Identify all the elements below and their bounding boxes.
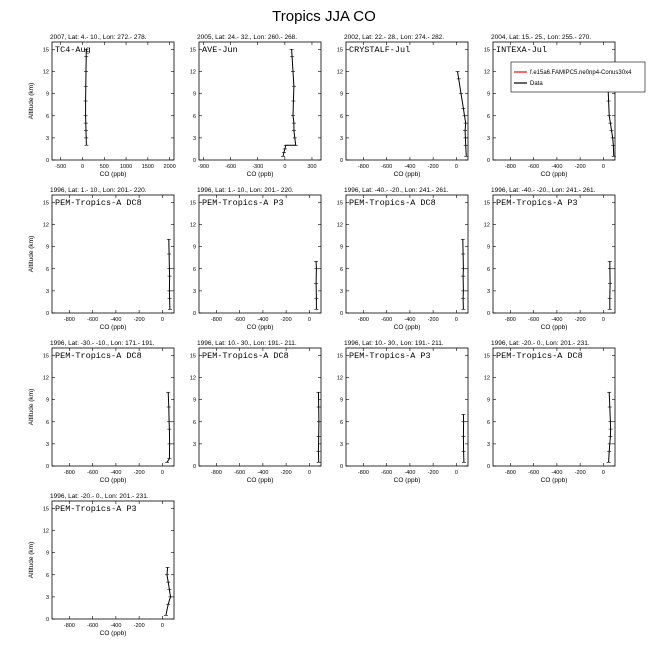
- y-tick-label: 9: [486, 244, 490, 251]
- y-tick-label: 9: [339, 91, 343, 98]
- x-tick-label: -600: [87, 623, 99, 629]
- x-tick-label: -800: [63, 470, 75, 476]
- y-tick-label: 12: [483, 375, 490, 382]
- y-tick-label: 15: [483, 353, 490, 360]
- legend-model-label: f.e15a6.FAMIPC5.ne0np4-Conus30x4: [530, 70, 632, 76]
- y-tick-label: 0: [192, 464, 196, 470]
- y-axis-label: Altitude (km): [28, 82, 35, 120]
- y-tick-label: 3: [486, 288, 490, 295]
- x-tick-label: 0: [80, 164, 85, 170]
- x-tick-label: -200: [574, 164, 586, 170]
- campaign-label: PEM-Tropics-A P3: [349, 351, 431, 361]
- x-tick-label: 1000: [119, 164, 133, 170]
- plot-frame: [52, 195, 174, 313]
- x-tick-label: -400: [404, 470, 416, 476]
- y-tick-label: 9: [192, 91, 196, 98]
- x-axis-label: CO (ppb): [393, 324, 421, 331]
- x-tick-label: -400: [404, 164, 416, 170]
- y-tick-label: 6: [192, 419, 196, 426]
- plot-frame: [493, 195, 615, 313]
- x-tick-label: 0: [307, 470, 311, 476]
- y-tick-label: 6: [339, 266, 343, 273]
- x-tick-label: -400: [110, 317, 122, 323]
- y-tick-label: 15: [189, 200, 196, 207]
- y-tick-label: 12: [42, 528, 49, 535]
- x-tick-label: 500: [99, 164, 109, 170]
- campaign-label: AVE-Jun: [202, 45, 238, 55]
- panel-title: 2005, Lat: 24.- 32., Lon: 260.- 268.: [197, 34, 298, 41]
- y-tick-label: 3: [45, 135, 49, 142]
- x-tick-label: 2000: [163, 164, 176, 170]
- obs-profile-line: [169, 239, 170, 309]
- campaign-label: INTEXA-Jul: [496, 45, 548, 55]
- y-tick-label: 6: [45, 113, 49, 120]
- x-axis-label: CO (ppb): [99, 324, 127, 331]
- x-tick-label: -200: [574, 470, 586, 476]
- x-tick-label: -800: [210, 470, 222, 476]
- y-tick-label: 6: [486, 113, 490, 120]
- x-tick-label: -200: [427, 470, 439, 476]
- x-tick-label: -200: [280, 470, 292, 476]
- panel-title: 2007, Lat: 4.- 10., Lon: 272.- 278.: [50, 34, 147, 41]
- y-tick-label: 9: [45, 244, 49, 251]
- y-tick-label: 0: [339, 158, 343, 164]
- x-tick-label: 0: [601, 470, 605, 476]
- y-tick-label: 15: [336, 200, 343, 207]
- y-tick-label: 3: [45, 594, 49, 601]
- x-tick-label: 0: [307, 317, 311, 323]
- x-tick-label: -900: [198, 164, 210, 170]
- y-tick-label: 9: [192, 244, 196, 251]
- y-tick-label: 9: [486, 397, 490, 404]
- x-tick-label: -800: [504, 470, 516, 476]
- y-axis-label: Altitude (km): [28, 541, 35, 579]
- legend-data-label: Data: [530, 81, 543, 87]
- x-tick-label: -800: [210, 317, 222, 323]
- panel-title: 1996, Lat: -30.- -10., Lon: 171.- 191.: [50, 340, 155, 347]
- x-tick-label: -600: [234, 470, 246, 476]
- panel-title: 1996, Lat: -20.- 0., Lon: 201.- 231.: [50, 493, 149, 500]
- y-tick-label: 6: [45, 266, 49, 273]
- plot-frame: [52, 42, 174, 160]
- obs-profile-line: [86, 49, 87, 145]
- figure-title: Tropics JJA CO: [272, 8, 376, 25]
- x-axis-label: CO (ppb): [540, 324, 568, 331]
- x-tick-label: -600: [528, 164, 540, 170]
- x-axis-label: CO (ppb): [393, 477, 421, 484]
- x-axis-label: CO (ppb): [246, 324, 274, 331]
- x-tick-label: -400: [551, 164, 563, 170]
- x-axis-label: CO (ppb): [393, 171, 421, 178]
- y-tick-label: 0: [45, 311, 49, 317]
- x-tick-label: -800: [357, 164, 369, 170]
- x-tick-label: 0: [454, 164, 458, 170]
- x-tick-label: 0: [454, 470, 458, 476]
- y-tick-label: 12: [483, 69, 490, 76]
- x-axis-label: CO (ppb): [99, 171, 127, 178]
- campaign-label: PEM-Tropics-A P3: [496, 198, 578, 208]
- x-tick-label: 1500: [141, 164, 154, 170]
- y-tick-label: 0: [486, 464, 490, 470]
- y-tick-label: 12: [336, 375, 343, 382]
- y-tick-label: 12: [189, 222, 196, 229]
- x-tick-label: -800: [63, 317, 75, 323]
- y-tick-label: 6: [192, 113, 196, 120]
- y-tick-label: 0: [339, 311, 343, 317]
- x-tick-label: -800: [357, 470, 369, 476]
- plot-frame: [346, 42, 468, 160]
- y-tick-label: 15: [42, 353, 49, 360]
- x-tick-label: 0: [160, 623, 164, 629]
- y-tick-label: 12: [189, 375, 196, 382]
- x-tick-label: 300: [307, 164, 317, 170]
- panel-title: 1996, Lat: -40.- -20., Lon: 241.- 261.: [491, 187, 596, 194]
- plot-frame: [493, 42, 615, 160]
- x-tick-label: -600: [87, 317, 99, 323]
- x-axis-label: CO (ppb): [246, 477, 274, 484]
- y-tick-label: 12: [336, 69, 343, 76]
- x-tick-label: 0: [454, 317, 458, 323]
- x-tick-label: -800: [504, 164, 516, 170]
- x-tick-label: 0: [160, 470, 164, 476]
- x-tick-label: -400: [110, 470, 122, 476]
- y-tick-label: 15: [42, 200, 49, 207]
- x-tick-label: -600: [528, 317, 540, 323]
- x-tick-label: -600: [381, 470, 393, 476]
- y-tick-label: 3: [45, 441, 49, 448]
- y-tick-label: 12: [42, 69, 49, 76]
- y-tick-label: 3: [192, 135, 196, 142]
- x-tick-label: -200: [133, 470, 145, 476]
- plot-frame: [493, 348, 615, 466]
- x-tick-label: -600: [381, 317, 393, 323]
- x-tick-label: -200: [280, 317, 292, 323]
- y-tick-label: 9: [45, 397, 49, 404]
- y-tick-label: 15: [42, 506, 49, 513]
- obs-profile-line: [463, 239, 464, 309]
- x-tick-label: -400: [551, 317, 563, 323]
- y-tick-label: 9: [192, 397, 196, 404]
- x-axis-label: CO (ppb): [246, 171, 274, 178]
- plot-frame: [346, 348, 468, 466]
- y-tick-label: 6: [45, 572, 49, 579]
- y-tick-label: 6: [192, 266, 196, 273]
- x-tick-label: -200: [574, 317, 586, 323]
- y-tick-label: 0: [192, 311, 196, 317]
- y-tick-label: 3: [192, 288, 196, 295]
- x-tick-label: -800: [504, 317, 516, 323]
- y-tick-label: 0: [45, 158, 49, 164]
- y-tick-label: 3: [486, 441, 490, 448]
- y-tick-label: 9: [339, 397, 343, 404]
- x-tick-label: 0: [283, 164, 287, 170]
- x-tick-label: -400: [110, 623, 122, 629]
- x-tick-label: -200: [133, 317, 145, 323]
- x-tick-label: -400: [257, 470, 269, 476]
- panel-title: 1996, Lat: -40.- -20., Lon: 241.- 261.: [344, 187, 449, 194]
- x-tick-label: -200: [427, 317, 439, 323]
- y-tick-label: 9: [45, 91, 49, 98]
- panel-title: 1996, Lat: 1.- 10., Lon: 201.- 220.: [197, 187, 294, 194]
- y-tick-label: 3: [339, 135, 343, 142]
- obs-profile-line: [609, 392, 611, 462]
- x-tick-label: -800: [357, 317, 369, 323]
- x-tick-label: -600: [528, 470, 540, 476]
- x-tick-label: -400: [404, 317, 416, 323]
- obs-profile-line: [318, 392, 319, 462]
- y-tick-label: 12: [42, 222, 49, 229]
- campaign-label: PEM-Tropics-A P3: [202, 198, 284, 208]
- y-tick-label: 3: [45, 288, 49, 295]
- campaign-label: PEM-Tropics-A DC8: [202, 351, 289, 361]
- panel-title: 1996, Lat: -20.- 0., Lon: 201.- 231.: [491, 340, 590, 347]
- plot-frame: [199, 348, 321, 466]
- campaign-label: PEM-Tropics-A DC8: [496, 351, 583, 361]
- y-tick-label: 12: [483, 222, 490, 229]
- panel-title: 2002, Lat: 22.- 28., Lon: 274.- 282.: [344, 34, 445, 41]
- y-tick-label: 15: [483, 47, 490, 54]
- y-tick-label: 6: [486, 419, 490, 426]
- x-tick-label: -200: [427, 164, 439, 170]
- y-tick-label: 6: [45, 419, 49, 426]
- x-axis-label: CO (ppb): [540, 171, 568, 178]
- y-tick-label: 0: [486, 158, 490, 164]
- panel-title: 1996, Lat: 10.- 30., Lon: 191.- 211.: [344, 340, 444, 347]
- x-tick-label: -200: [133, 623, 145, 629]
- campaign-label: TC4-Aug: [55, 45, 91, 55]
- y-axis-label: Altitude (km): [28, 235, 35, 273]
- y-tick-label: 12: [42, 375, 49, 382]
- x-tick-label: -300: [252, 164, 264, 170]
- y-tick-label: 15: [189, 47, 196, 54]
- y-tick-label: 3: [192, 441, 196, 448]
- x-axis-label: CO (ppb): [99, 630, 127, 637]
- obs-profile-line: [167, 392, 170, 462]
- x-tick-label: -600: [234, 317, 246, 323]
- x-tick-label: -500: [55, 164, 67, 170]
- plot-frame: [199, 42, 321, 160]
- panel-title: 2004, Lat: 15.- 25., Lon: 255.- 270.: [491, 34, 592, 41]
- obs-profile-line: [458, 72, 467, 157]
- x-tick-label: -600: [87, 470, 99, 476]
- y-tick-label: 6: [339, 113, 343, 120]
- plot-frame: [346, 195, 468, 313]
- campaign-label: PEM-Tropics-A DC8: [55, 198, 142, 208]
- y-tick-label: 0: [486, 311, 490, 317]
- y-tick-label: 0: [45, 464, 49, 470]
- y-tick-label: 3: [486, 135, 490, 142]
- y-tick-label: 15: [336, 353, 343, 360]
- y-tick-label: 15: [189, 353, 196, 360]
- campaign-label: PEM-Tropics-A P3: [55, 504, 137, 514]
- y-tick-label: 15: [42, 47, 49, 54]
- campaign-label: PEM-Tropics-A DC8: [55, 351, 142, 361]
- y-tick-label: 9: [486, 91, 490, 98]
- x-tick-label: -800: [63, 623, 75, 629]
- y-tick-label: 12: [336, 222, 343, 229]
- y-tick-label: 9: [45, 550, 49, 557]
- panel-title: 1996, Lat: 1.- 10., Lon: 201.- 220.: [50, 187, 147, 194]
- x-axis-label: CO (ppb): [99, 477, 127, 484]
- x-tick-label: 0: [601, 317, 605, 323]
- x-tick-label: -400: [551, 470, 563, 476]
- x-tick-label: -400: [257, 317, 269, 323]
- y-tick-label: 3: [339, 441, 343, 448]
- y-tick-label: 6: [486, 266, 490, 273]
- plot-frame: [52, 348, 174, 466]
- legend-box: [511, 62, 645, 92]
- y-tick-label: 6: [339, 419, 343, 426]
- x-tick-label: -600: [381, 164, 393, 170]
- y-tick-label: 15: [336, 47, 343, 54]
- x-tick-label: 0: [160, 317, 164, 323]
- y-tick-label: 12: [189, 69, 196, 76]
- y-axis-label: Altitude (km): [28, 388, 35, 426]
- x-axis-label: CO (ppb): [540, 477, 568, 484]
- panel-title: 1996, Lat: 10.- 30., Lon: 191.- 211.: [197, 340, 297, 347]
- x-tick-label: 0: [601, 164, 605, 170]
- y-tick-label: 15: [483, 200, 490, 207]
- campaign-label: CRYSTALF-Jul: [349, 45, 411, 55]
- y-tick-label: 0: [192, 158, 196, 164]
- y-tick-label: 3: [339, 288, 343, 295]
- x-tick-label: -600: [225, 164, 237, 170]
- y-tick-label: 0: [45, 617, 49, 623]
- campaign-label: PEM-Tropics-A DC8: [349, 198, 436, 208]
- plot-frame: [52, 501, 174, 619]
- y-tick-label: 9: [339, 244, 343, 251]
- plot-frame: [199, 195, 321, 313]
- obs-profile-line: [283, 49, 296, 156]
- y-tick-label: 0: [339, 464, 343, 470]
